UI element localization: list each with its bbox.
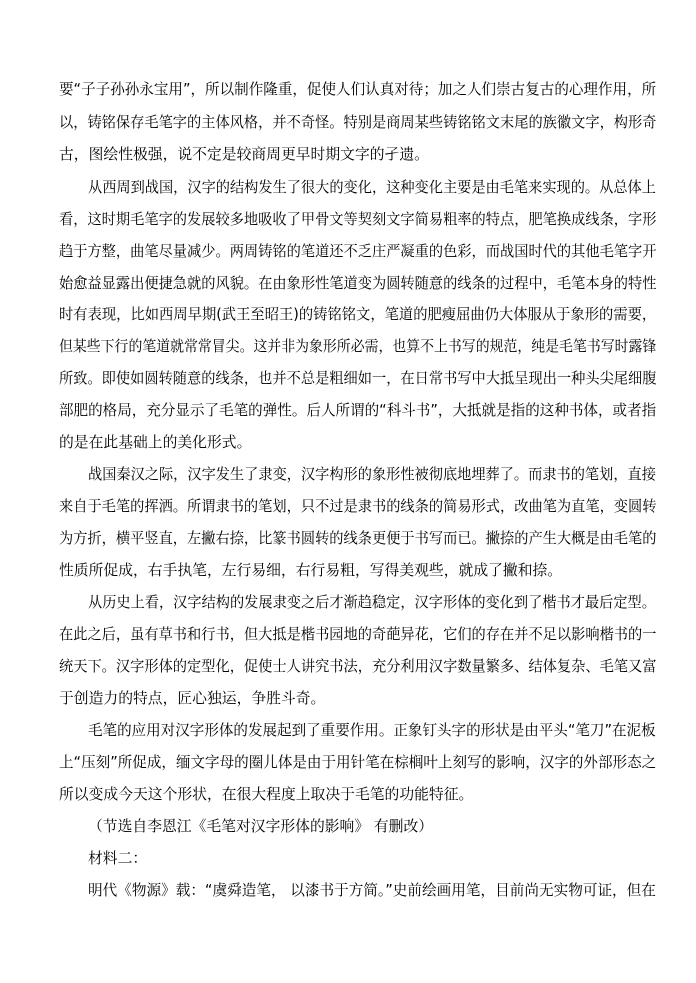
section-label: 材料二： [88,850,148,867]
text-line: 统天下。汉字形体的定型化，促使士人讲究书法，充分利用汉字数量繁多、结体复杂、毛笔又富 [59,658,657,675]
text-line: 战国秦汉之际，汉字发生了隶变，汉字构形的象形性被彻底地埋葬了。而隶书的笔划，直接 [88,466,656,483]
text-line: 于创造力的特点，匠心独运，争胜斗奇。 [59,690,326,707]
text-line: 古，图绘性极强，说不定是较商周更早时期文字的孑遗。 [59,146,429,163]
text-line: 看，这时期毛笔字的发展较多地吸收了甲骨文等契刻文字简易粗率的特点，肥笔换成线条，字形 [59,211,657,228]
text-line: 时有表现，比如西周早期(武王至昭王)的铸铭铭文，笔道的肥瘦屈曲仍大体服从于象形的需要， [59,306,657,323]
text-line: 所以变成今天这个形状，在很大程度上取决于毛笔的功能特征。 [59,786,474,803]
text-line: 所致。即使如圆转随意的线条，也并不总是粗细如一，在日常书写中大抵呈现出一种头尖尾细腹 [59,370,657,387]
text-line: 毛笔的应用对汉字形体的发展起到了重要作用。正象钉头字的形状是由平头“笔刀”在泥板 [88,722,656,739]
text-line: 来自于毛笔的挥洒。所谓隶书的笔划，只不过是隶书的线条的简易形式，改曲笔为直笔，变圆转 [59,498,657,515]
text-line: 但某些下行的笔道就常常冒尖。这并非为象形所必需，也算不上书写的规范，纯是毛笔书写时露锋 [59,338,657,355]
text-line: 从历史上看，汉字结构的发展隶变之后才渐趋稳定，汉字形体的变化到了楷书才最后定型。 [88,594,656,611]
text-line: 要“子子孙孙永宝用”，所以制作隆重，促使人们认真对待；加之人们崇古复古的心理作用，所 [59,81,657,98]
text-line: 上“压刻”所促成，缅文字母的圈儿体是由于用针笔在棕榈叶上刻写的影响，汉字的外部形态之 [59,754,657,771]
text-line: 始愈益显露出便捷急就的风貌。在由象形性笔道变为圆转随意的线条的过程中，毛笔本身的特性 [59,275,657,292]
text-line: 部肥的格局，充分显示了毛笔的弹性。后人所谓的“科斗书”，大抵就是指的这种书体，或者指 [59,402,657,419]
text-line: 趋于方整，曲笔尽量减少。两周铸铭的笔道还不乏庄严凝重的色彩，而战国时代的其他毛笔字开 [59,243,657,260]
text-line: 从西周到战国，汉字的结构发生了很大的变化，这种变化主要是由毛笔来实现的。从总体上 [88,179,656,196]
text-line: 在此之后，虽有草书和行书，但大抵是楷书园地的奇葩异花，它们的存在并不足以影响楷书的一 [59,626,657,643]
text-line: 性质所促成，右手执笔，左行易细，右行易粗，写得美观些，就成了撇和捺。 [59,562,563,579]
source-citation: （节选自李恩江《毛笔对汉字形体的影响》 有删改） [88,818,434,835]
text-line: 的是在此基础上的美化形式。 [59,434,252,451]
text-line: 为方折，横平竖直，左撇右捺，比篆书圆转的线条更便于书写而已。撇捺的产生大概是由毛笔的 [59,530,657,547]
text-line: 以，铸铭保存毛笔字的主体风格，并不奇怪。特别是商周某些铸铭铭文末尾的族徽文字，构形奇 [59,114,657,131]
text-line: 明代《物源》载：“虞舜造笔， 以漆书于方简。”史前绘画用笔，目前尚无实物可证，但在 [88,882,656,899]
